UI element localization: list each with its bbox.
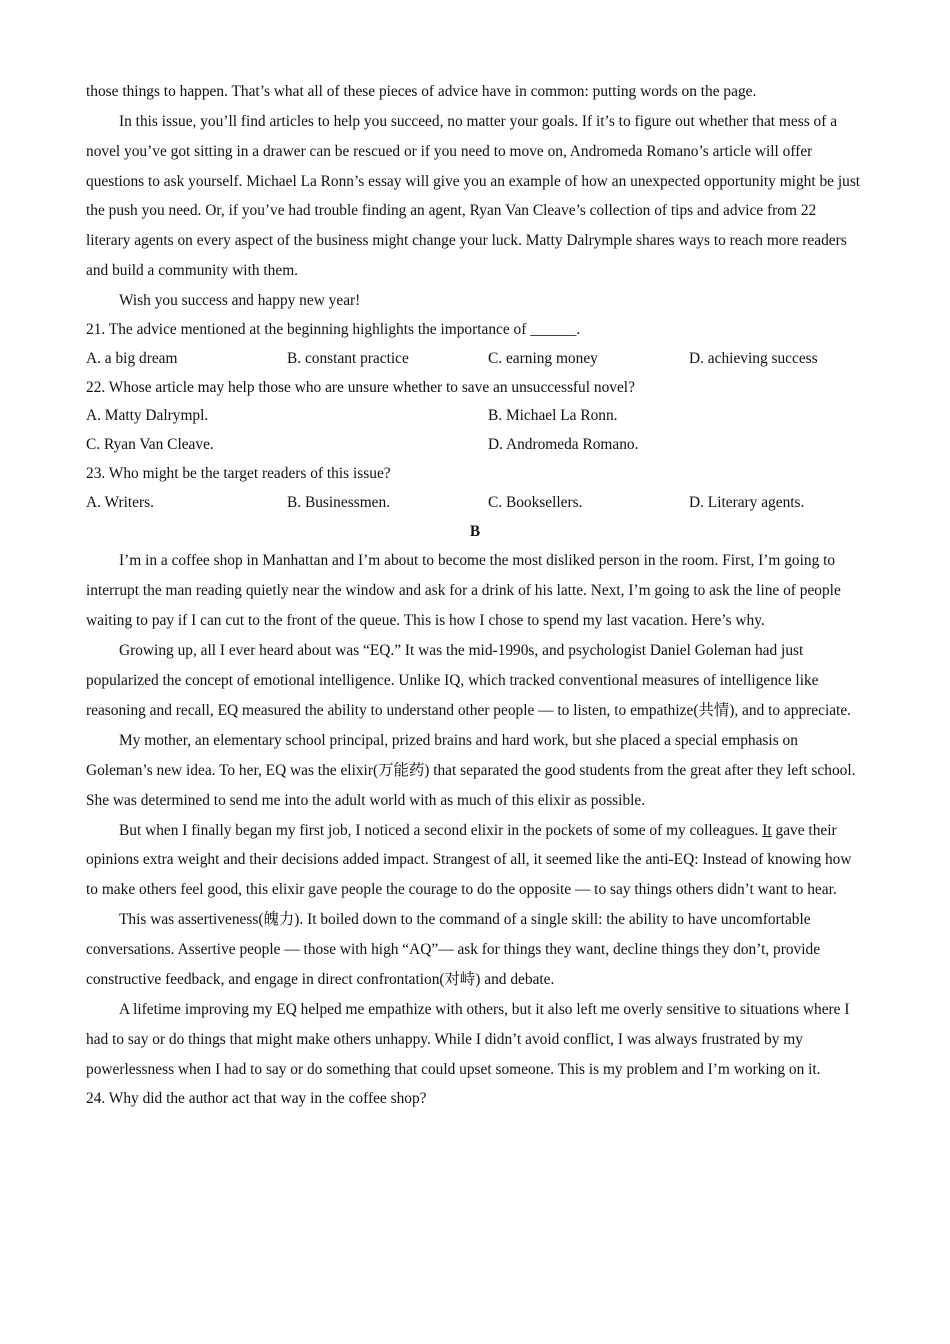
question-21-option-a: A. a big dream <box>86 349 178 367</box>
question-23-option-b: B. Businessmen. <box>287 493 391 511</box>
question-23-option-c: C. Booksellers. <box>488 493 583 511</box>
question-22-option-b: B. Michael La Ronn. <box>488 407 618 425</box>
section-b-paragraph-4-start: But when I finally began my first job, I noticed a second elixir in the pockets of some of my colleagues. <box>119 821 763 839</box>
section-b-paragraph-5: This was assertiveness(魄力). It boiled down to the command of a single skill: the ability to have uncomfortable conversations. Assertive people — those with high “AQ”— ask for things they want, decline things they don’t, provide constructive feedback, and engage in direct confrontation(对峙) and debate. <box>86 911 821 989</box>
underlined-word-it: It <box>762 821 772 839</box>
section-b-paragraph-6: A lifetime improving my EQ helped me empathize with others, but it also left me overly sensitive to situations where I had to say or do things that might make others unhappy. While I didn’t avoid conflict, I was always frustrated by my powerlessness when I had to say or do something that could upset someone. This is my problem and I’m working on it. <box>86 1001 850 1078</box>
question-21-option-d: D. achieving success <box>689 349 818 367</box>
question-23-stem: 23. Who might be the target readers of this issue? <box>86 465 391 483</box>
question-24-stem: 24. Why did the author act that way in the coffee shop? <box>86 1089 427 1107</box>
question-22-option-d: D. Andromeda Romano. <box>488 436 639 454</box>
question-22-stem: 22. Whose article may help those who are unsure whether to save an unsuccessful novel? <box>86 378 635 396</box>
passage-a-paragraph-issue: In this issue, you’ll find articles to help you succeed, no matter your goals. If it’s to figure out whether that mess of a novel you’ve got sitting in a drawer can be rescued or if you need to move on, Andromeda Romano’s article will offer questions to ask yourself. Michael La Ronn’s essay will give you an example of how an unexpected opportunity might be just the push you need. Or, if you’ve had trouble finding an agent, Ryan Van Cleave’s collection of tips and advice from 22 literary agents on every aspect of the business might change your luck. Matty Dalrymple shares ways to reach more readers and build a community with them. <box>86 112 861 280</box>
question-22-option-a: A. Matty Dalrympl. <box>86 407 209 425</box>
passage-a-line: those things to happen. That’s what all of these pieces of advice have in common: putting words on the page. <box>86 83 757 100</box>
section-b-paragraph-2: Growing up, all I ever heard about was “EQ.” It was the mid-1990s, and psychologist Daniel Goleman had just popularized the concept of emotional intelligence. Unlike IQ, which tracked conventional measures of intelligence like reasoning and recall, EQ measured the ability to understand other people — to listen, to empathize(共情), and to appreciate. <box>86 642 852 719</box>
question-21-options <box>86 345 864 374</box>
section-b-heading: B <box>469 522 481 540</box>
question-23-option-a: A. Writers. <box>86 493 154 511</box>
question-21-option-c: C. earning money <box>488 349 598 367</box>
question-22-option-c: C. Ryan Van Cleave. <box>86 436 214 454</box>
question-21-stem: 21. The advice mentioned at the beginning highlights the importance of ______. <box>86 321 581 339</box>
passage-a-paragraph-wish: Wish you success and happy new year! <box>119 292 361 310</box>
exam-page <box>86 77 864 1114</box>
question-23-options <box>86 489 864 518</box>
question-22-options-row-1 <box>86 402 864 431</box>
section-b-paragraph-1: I’m in a coffee shop in Manhattan and I’m about to become the most disliked person in the room. First, I’m going to interrupt the man reading quietly near the window and ask for a drink of his latte. Next, I’m going to ask the line of people waiting to pay if I can cut to the front of the queue. This is how I chose to spend my last vacation. Here’s why. <box>86 552 841 630</box>
section-b-paragraph-3: My mother, an elementary school principal, prized brains and hard work, but she placed a special emphasis on Goleman’s new idea. To her, EQ was the elixir(万能药) that separated the good students from the great after they left school. She was determined to send me into the adult world with as much of this elixir as possible. <box>86 731 856 809</box>
section-b-paragraph-4 <box>86 816 864 906</box>
question-22-options-row-2 <box>86 431 864 460</box>
question-23-option-d: D. Literary agents. <box>689 493 805 511</box>
question-21-option-b: B. constant practice <box>287 349 409 367</box>
section-b-paragraph-4-rest: gave their opinions extra weight and their decisions added impact. Strangest of all, it seemed like the anti-EQ: Instead of knowing how to make others feel good, this elixir gave people the courage to do the opposite — to say things others didn’t want to hear. <box>86 821 852 899</box>
